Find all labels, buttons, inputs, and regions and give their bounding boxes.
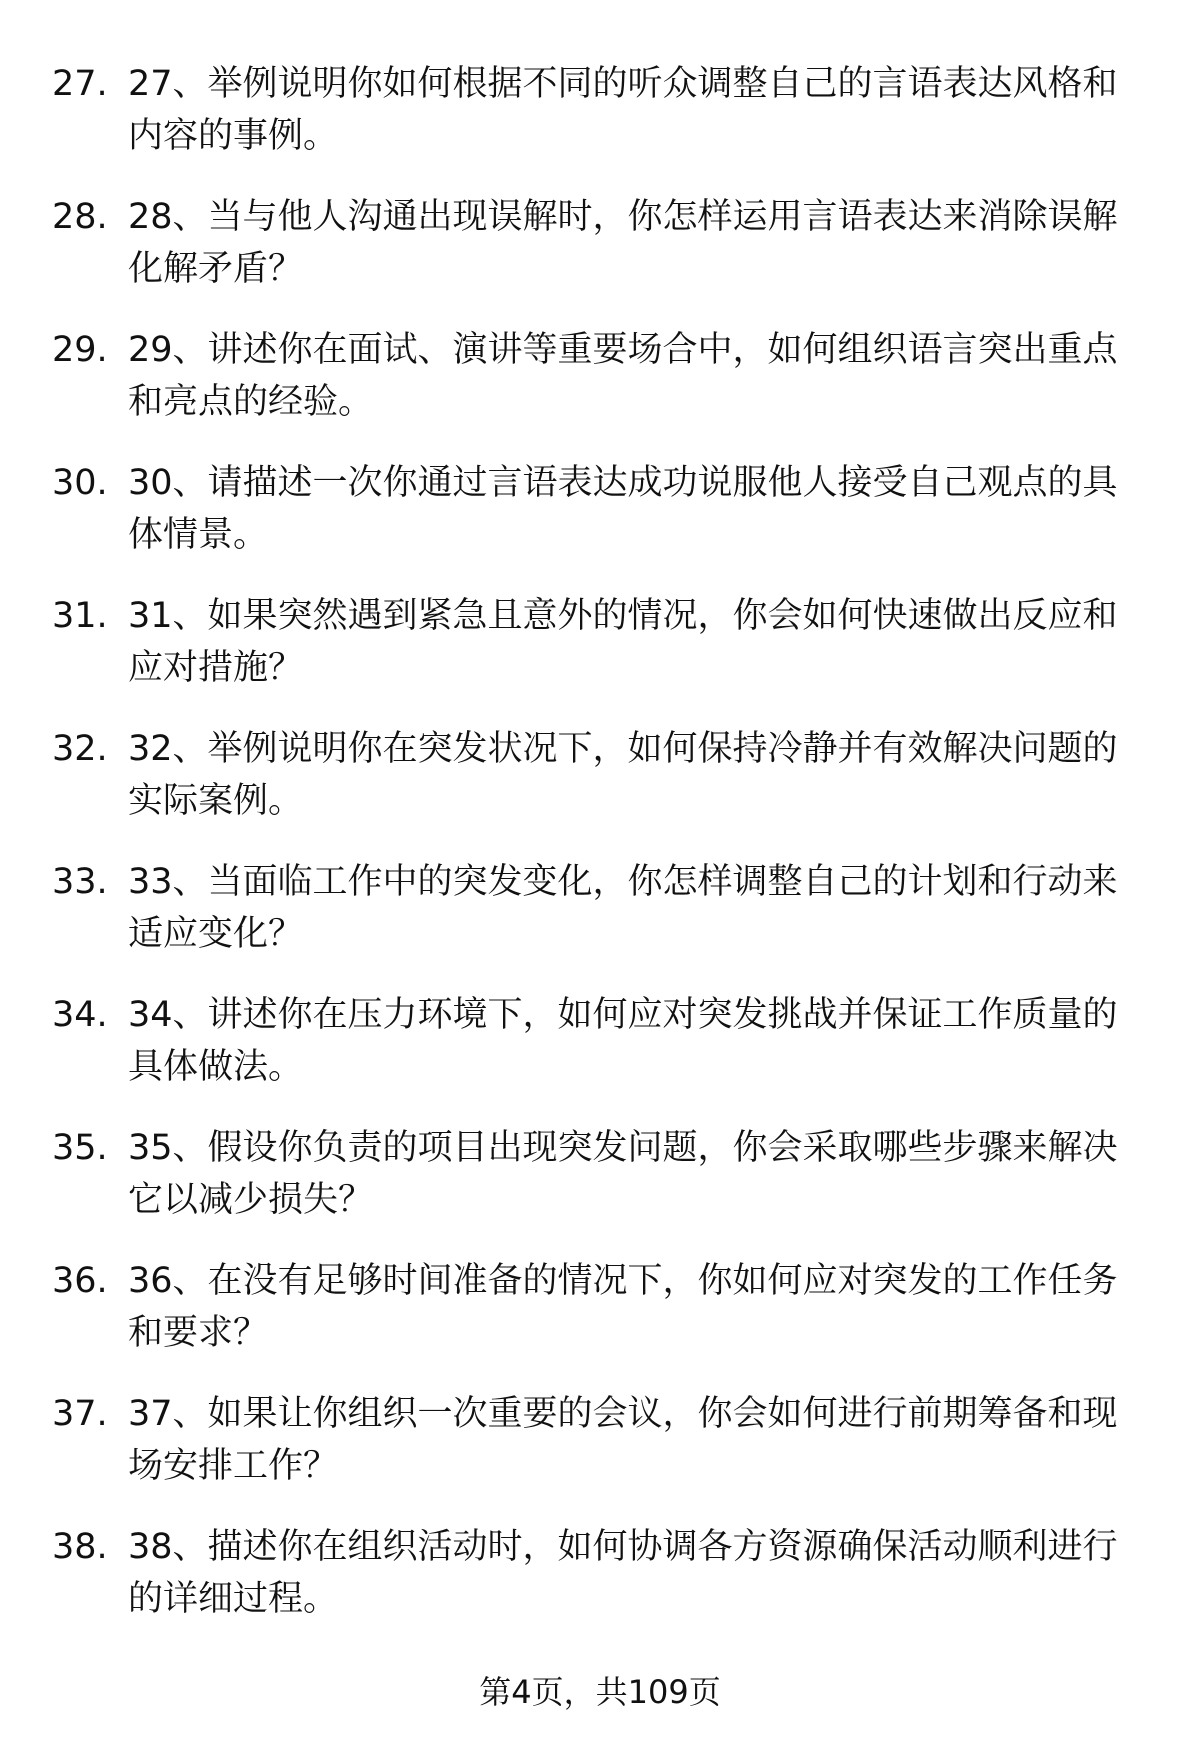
question-number: 29. bbox=[52, 330, 108, 370]
question-text: 27、举例说明你如何根据不同的听众调整自己的言语表达风格和内容的事例。 bbox=[128, 64, 1118, 156]
question-item bbox=[0, 191, 1200, 324]
question-item bbox=[0, 856, 1200, 989]
question-text: 32、举例说明你在突发状况下，如何保持冷静并有效解决问题的实际案例。 bbox=[128, 729, 1118, 821]
question-item bbox=[0, 590, 1200, 723]
question-text: 33、当面临工作中的突发变化，你怎样调整自己的计划和行动来适应变化？ bbox=[128, 862, 1118, 954]
question-item bbox=[0, 1122, 1200, 1255]
question-number: 31. bbox=[52, 596, 108, 636]
question-number: 38. bbox=[52, 1527, 108, 1567]
page-footer: 第4页，共109页 bbox=[479, 1673, 721, 1711]
question-text: 30、请描述一次你通过言语表达成功说服他人接受自己观点的具体情景。 bbox=[128, 463, 1118, 555]
question-item bbox=[0, 1521, 1200, 1654]
question-text: 28、当与他人沟通出现误解时，你怎样运用言语表达来消除误解化解矛盾？ bbox=[128, 197, 1118, 289]
question-item bbox=[0, 58, 1200, 191]
question-item bbox=[0, 989, 1200, 1122]
question-item bbox=[0, 1388, 1200, 1521]
question-number: 34. bbox=[52, 995, 108, 1035]
question-number: 37. bbox=[52, 1394, 108, 1434]
question-text: 31、如果突然遇到紧急且意外的情况，你会如何快速做出反应和应对措施？ bbox=[128, 596, 1118, 688]
question-number: 35. bbox=[52, 1128, 108, 1168]
question-item bbox=[0, 324, 1200, 457]
question-text: 38、描述你在组织活动时，如何协调各方资源确保活动顺利进行的详细过程。 bbox=[128, 1527, 1118, 1619]
question-number: 27. bbox=[52, 64, 108, 104]
question-number: 32. bbox=[52, 729, 108, 769]
question-text: 29、讲述你在面试、演讲等重要场合中，如何组织语言突出重点和亮点的经验。 bbox=[128, 330, 1118, 422]
question-text: 35、假设你负责的项目出现突发问题，你会采取哪些步骤来解决它以减少损失？ bbox=[128, 1128, 1118, 1220]
question-item bbox=[0, 723, 1200, 856]
question-number: 33. bbox=[52, 862, 108, 902]
question-item bbox=[0, 1255, 1200, 1388]
question-text: 37、如果让你组织一次重要的会议，你会如何进行前期筹备和现场安排工作？ bbox=[128, 1394, 1118, 1486]
question-list bbox=[0, 58, 1200, 1654]
question-item bbox=[0, 457, 1200, 590]
question-number: 28. bbox=[52, 197, 108, 237]
question-text: 34、讲述你在压力环境下，如何应对突发挑战并保证工作质量的具体做法。 bbox=[128, 995, 1118, 1087]
question-number: 30. bbox=[52, 463, 108, 503]
question-text: 36、在没有足够时间准备的情况下，你如何应对突发的工作任务和要求？ bbox=[128, 1261, 1118, 1353]
question-number: 36. bbox=[52, 1261, 108, 1301]
